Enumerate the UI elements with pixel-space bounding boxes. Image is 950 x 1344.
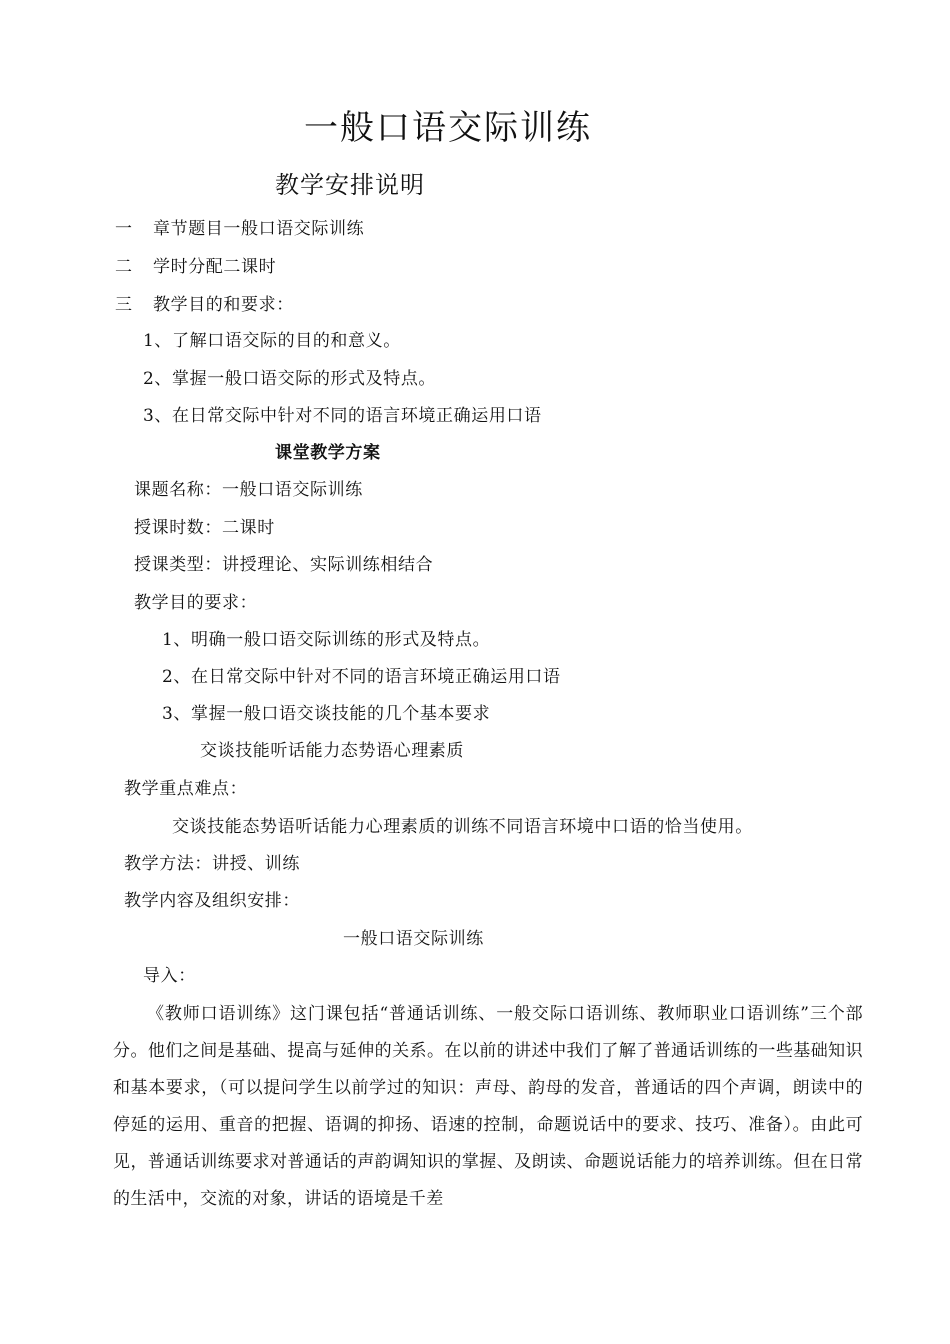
objective-2: 2、掌握一般口语交际的形式及特点。: [143, 369, 437, 389]
outline-item-1: 一 章节题目一般口语交际训练: [115, 219, 365, 239]
teaching-methods: 教学方法：讲授、训练: [124, 854, 300, 874]
plan-requirement-1: 1、明确一般口语交际训练的形式及特点。: [162, 630, 491, 650]
content-label: 教学内容及组织安排：: [124, 891, 300, 911]
section-title: 一般口语交际训练: [343, 929, 484, 949]
page-title: 一般口语交际训练: [304, 108, 592, 148]
plan-field-topic: 课题名称：一般口语交际训练: [134, 480, 363, 500]
intro-label: 导入：: [143, 966, 196, 986]
objective-3: 3、在日常交际中针对不同的语言环境正确运用口语: [143, 406, 542, 426]
plan-field-requirements: 教学目的要求：: [134, 593, 258, 613]
plan-requirement-2: 2、在日常交际中针对不同的语言环境正确运用口语: [162, 667, 561, 687]
key-points-text: 交谈技能态势语听话能力心理素质的训练不同语言环境中口语的恰当使用。: [172, 817, 753, 837]
outline-item-3: 三 教学目的和要求：: [115, 295, 294, 315]
plan-field-type: 授课类型：讲授理论、实际训练相结合: [134, 555, 434, 575]
objective-1: 1、了解口语交际的目的和意义。: [143, 331, 401, 351]
intro-paragraph: 《教师口语训练》这门课包括“普通话训练、一般交际口语训练、教师职业口语训练”三个部分。他们之间是基础、提高与延伸的关系。在以前的讲述中我们了解了普通话训练的一些基础知识和基本要求，（可以提问学生以前学过的知识：声母、韵母的发音，普通话的四个声调，朗读中的停延的运用、重音的把握、语调的抑扬、语速的控制，命题说话中的要求、技巧、准备）。由此可见，普通话训练要求对普通话的声韵调知识的掌握、及朗读、命题说话能力的培养训练。但在日常的生活中，交流的对象，讲话的语境是千差: [113, 1004, 863, 1209]
key-points-label: 教学重点难点：: [124, 779, 248, 799]
plan-requirement-3: 3、掌握一般口语交谈技能的几个基本要求: [162, 704, 491, 724]
page-subtitle: 教学安排说明: [275, 171, 425, 199]
outline-item-2: 二 学时分配二课时: [115, 257, 277, 277]
plan-field-hours: 授课时数：二课时: [134, 518, 275, 538]
plan-heading: 课堂教学方案: [275, 443, 381, 463]
skills-line: 交谈技能听话能力态势语心理素质: [200, 741, 464, 761]
